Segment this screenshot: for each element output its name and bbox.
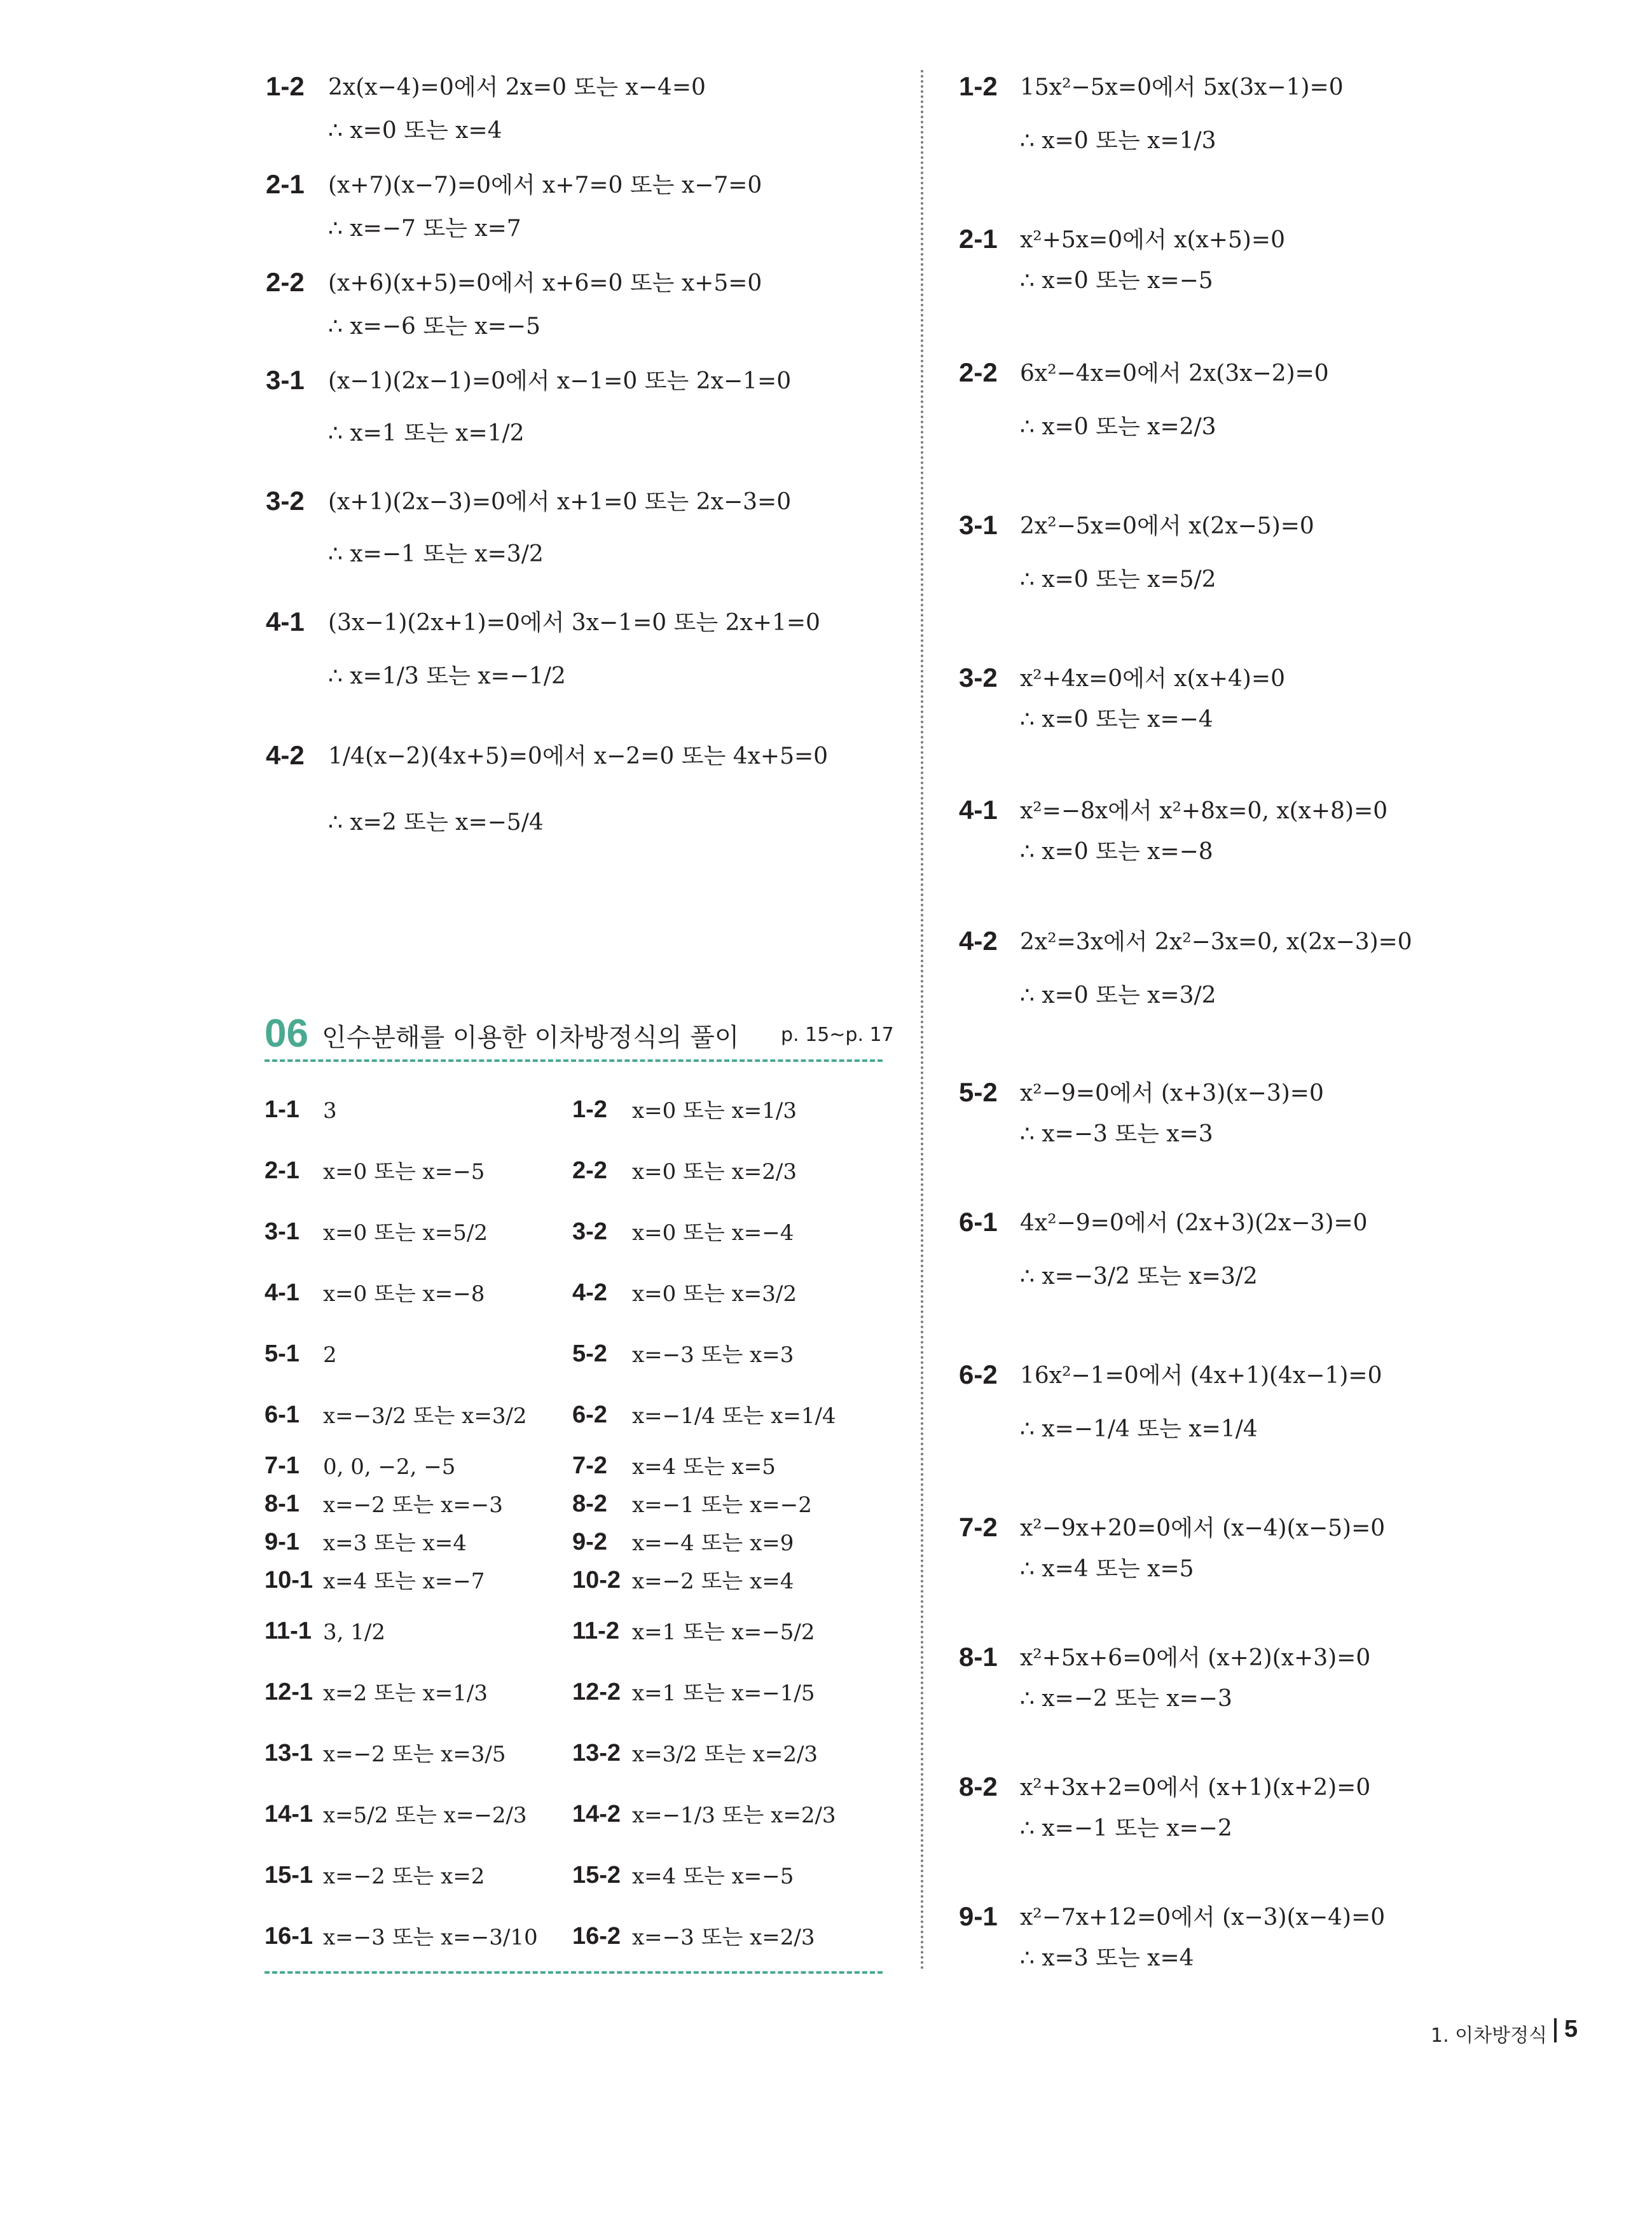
problem-number: 7-2 <box>959 1512 998 1542</box>
problem-number: 1-2 <box>266 71 305 101</box>
answer-number: 14-2 <box>572 1801 621 1827</box>
solution-line: x²+5x=0에서 x(x+5)=0 <box>1020 227 1286 253</box>
answer-number: 12-1 <box>265 1679 313 1705</box>
solution-line: x²+5x+6=0에서 (x+2)(x+3)=0 <box>1020 1645 1371 1671</box>
answer-number: 16-2 <box>572 1923 621 1950</box>
problem-number: 4-1 <box>266 607 305 637</box>
answer-number: 13-2 <box>572 1740 621 1766</box>
answer-number: 12-2 <box>572 1679 621 1705</box>
solution-line: x²−7x+12=0에서 (x−3)(x−4)=0 <box>1020 1904 1386 1931</box>
answer-value: x=0 또는 x=−5 <box>323 1159 485 1185</box>
solution-result: ∴ x=−3/2 또는 x=3/2 <box>1020 1263 1258 1290</box>
answer-value: x=5/2 또는 x=−2/3 <box>323 1803 527 1828</box>
problem-number: 3-2 <box>266 486 305 516</box>
solution-line: 2x²−5x=0에서 x(2x−5)=0 <box>1020 513 1314 539</box>
answer-value: x=1 또는 x=−5/2 <box>632 1620 815 1645</box>
answer-value: x=−1 또는 x=−2 <box>632 1492 812 1518</box>
solution-result: ∴ x=1/3 또는 x=−1/2 <box>328 663 566 689</box>
problem-number: 2-1 <box>266 169 305 199</box>
solution-result: ∴ x=0 또는 x=2/3 <box>1020 414 1216 440</box>
problem-number: 9-1 <box>959 1901 998 1931</box>
answer-number: 16-1 <box>265 1923 313 1950</box>
answer-number: 7-2 <box>572 1452 607 1479</box>
section-bottom-rule <box>265 1971 883 1974</box>
answer-value: x=−2 또는 x=2 <box>323 1864 485 1889</box>
solution-result: ∴ x=4 또는 x=5 <box>1020 1556 1194 1582</box>
problem-number: 1-2 <box>959 71 998 101</box>
answer-number: 11-1 <box>265 1618 312 1644</box>
solution-result: ∴ x=3 또는 x=4 <box>1020 1945 1194 1971</box>
section-title: 인수분해를 이용한 이차방정식의 풀이 <box>322 1023 740 1052</box>
solution-result: ∴ x=0 또는 x=3/2 <box>1020 982 1216 1008</box>
solution-line: (x+6)(x+5)=0에서 x+6=0 또는 x+5=0 <box>328 270 762 296</box>
solution-result: ∴ x=−6 또는 x=−5 <box>328 313 540 340</box>
solution-result: ∴ x=−3 또는 x=3 <box>1020 1121 1213 1147</box>
answer-value: x=2 또는 x=1/3 <box>323 1681 488 1706</box>
answer-value: x=−2 또는 x=−3 <box>323 1492 503 1518</box>
solution-result: ∴ x=0 또는 x=−4 <box>1020 706 1213 733</box>
answer-value: x=−2 또는 x=3/5 <box>323 1742 506 1767</box>
answer-value: x=−1/4 또는 x=1/4 <box>632 1403 836 1429</box>
problem-number: 5-2 <box>959 1077 998 1107</box>
solution-line: x²−9x+20=0에서 (x−4)(x−5)=0 <box>1020 1515 1386 1541</box>
answer-number: 3-2 <box>572 1218 607 1245</box>
solution-result: ∴ x=0 또는 x=−5 <box>1020 268 1213 294</box>
column-divider <box>921 70 923 1971</box>
problem-number: 8-2 <box>959 1772 998 1801</box>
answer-number: 8-1 <box>265 1490 299 1517</box>
solution-line: 1/4(x−2)(4x+5)=0에서 x−2=0 또는 4x+5=0 <box>328 743 829 769</box>
footer-separator <box>1554 2018 1557 2042</box>
problem-number: 2-1 <box>959 224 998 254</box>
page-number: 5 <box>1564 2016 1578 2042</box>
answer-number: 7-1 <box>265 1452 299 1479</box>
answer-value: x=−3 또는 x=2/3 <box>632 1925 815 1950</box>
answer-value: x=−2 또는 x=4 <box>632 1569 794 1594</box>
solution-line: (x−1)(2x−1)=0에서 x−1=0 또는 2x−1=0 <box>328 368 792 394</box>
answer-number: 6-2 <box>572 1401 607 1428</box>
answer-number: 1-1 <box>265 1096 299 1123</box>
problem-number: 3-2 <box>959 663 998 692</box>
answer-number: 13-1 <box>265 1740 313 1766</box>
answer-value: x=0 또는 x=−4 <box>632 1220 794 1246</box>
answer-value: 3, 1/2 <box>323 1620 385 1645</box>
answer-value: x=−3/2 또는 x=3/2 <box>323 1403 527 1429</box>
answer-number: 5-2 <box>572 1340 607 1367</box>
problem-number: 6-1 <box>959 1207 998 1237</box>
answer-number: 5-1 <box>265 1340 299 1367</box>
chapter-title: 1. 이차방정식 <box>1431 2025 1548 2047</box>
problem-number: 4-2 <box>266 740 305 770</box>
solution-line: 15x²−5x=0에서 5x(3x−1)=0 <box>1020 74 1344 100</box>
answer-number: 10-2 <box>572 1567 621 1593</box>
answer-value: x=−3 또는 x=3 <box>632 1342 794 1368</box>
solution-line: 6x²−4x=0에서 2x(3x−2)=0 <box>1020 361 1329 387</box>
problem-number: 3-1 <box>959 510 998 540</box>
solution-result: ∴ x=1 또는 x=1/2 <box>328 420 525 446</box>
solution-result: ∴ x=−2 또는 x=−3 <box>1020 1686 1232 1712</box>
answer-number: 2-1 <box>265 1157 299 1184</box>
answer-value: x=3/2 또는 x=2/3 <box>632 1742 818 1767</box>
answer-value: x=4 또는 x=5 <box>632 1454 776 1480</box>
answer-number: 6-1 <box>265 1401 299 1428</box>
solution-result: ∴ x=0 또는 x=4 <box>328 118 502 144</box>
answer-number: 15-1 <box>265 1862 313 1889</box>
solution-line: x²=−8x에서 x²+8x=0, x(x+8)=0 <box>1020 798 1388 824</box>
problem-number: 6-2 <box>959 1359 998 1389</box>
answer-value: x=−1/3 또는 x=2/3 <box>632 1803 836 1828</box>
section-number: 06 <box>265 1012 308 1056</box>
answer-value: x=−4 또는 x=9 <box>632 1531 794 1556</box>
problem-number: 8-1 <box>959 1642 998 1672</box>
solution-line: (x+1)(2x−3)=0에서 x+1=0 또는 2x−3=0 <box>328 489 792 515</box>
answer-value: x=1 또는 x=−1/5 <box>632 1681 815 1706</box>
solution-result: ∴ x=−1 또는 x=−2 <box>1020 1815 1232 1841</box>
answer-value: x=0 또는 x=3/2 <box>632 1281 797 1307</box>
answer-number: 14-1 <box>265 1801 313 1827</box>
answer-number: 15-2 <box>572 1862 621 1889</box>
answer-number: 11-2 <box>572 1618 619 1644</box>
answer-number: 3-1 <box>265 1218 299 1245</box>
solution-line: 2x²=3x에서 2x²−3x=0, x(2x−3)=0 <box>1020 929 1412 955</box>
answer-number: 9-2 <box>572 1529 607 1555</box>
answer-value: x=4 또는 x=−5 <box>632 1864 794 1889</box>
solution-result: ∴ x=0 또는 x=5/2 <box>1020 567 1216 593</box>
section-pages: p. 15~p. 17 <box>781 1024 894 1046</box>
solution-line: x²+3x+2=0에서 (x+1)(x+2)=0 <box>1020 1775 1371 1801</box>
answer-value: x=0 또는 x=5/2 <box>323 1220 488 1246</box>
solution-result: ∴ x=0 또는 x=−8 <box>1020 839 1213 865</box>
answer-value: x=0 또는 x=1/3 <box>632 1098 797 1124</box>
answer-value: 3 <box>323 1098 337 1124</box>
answer-value: 0, 0, −2, −5 <box>323 1454 456 1480</box>
answer-number: 4-1 <box>265 1279 299 1306</box>
answer-value: x=0 또는 x=2/3 <box>632 1159 797 1185</box>
answer-value: x=3 또는 x=4 <box>323 1531 467 1556</box>
answer-number: 4-2 <box>572 1279 607 1306</box>
answer-value: x=4 또는 x=−7 <box>323 1569 485 1594</box>
solution-line: (3x−1)(2x+1)=0에서 3x−1=0 또는 2x+1=0 <box>328 610 820 636</box>
solution-result: ∴ x=−7 또는 x=7 <box>328 216 521 242</box>
answer-number: 2-2 <box>572 1157 607 1184</box>
answer-value: x=0 또는 x=−8 <box>323 1281 485 1307</box>
problem-number: 4-2 <box>959 926 998 956</box>
solution-line: x²+4x=0에서 x(x+4)=0 <box>1020 666 1286 692</box>
answer-number: 8-2 <box>572 1490 607 1517</box>
problem-number: 2-2 <box>959 357 998 387</box>
solution-result: ∴ x=−1/4 또는 x=1/4 <box>1020 1416 1258 1442</box>
problem-number: 3-1 <box>266 365 305 395</box>
solution-line: 4x²−9=0에서 (2x+3)(2x−3)=0 <box>1020 1210 1368 1236</box>
solution-line: 2x(x−4)=0에서 2x=0 또는 x−4=0 <box>328 74 706 100</box>
solution-line: 16x²−1=0에서 (4x+1)(4x−1)=0 <box>1020 1363 1382 1389</box>
problem-number: 2-2 <box>266 267 305 297</box>
answer-value: x=−3 또는 x=−3/10 <box>323 1925 538 1950</box>
solution-line: x²−9=0에서 (x+3)(x−3)=0 <box>1020 1080 1324 1106</box>
answer-number: 10-1 <box>265 1567 313 1593</box>
answer-value: 2 <box>323 1342 337 1368</box>
solution-result: ∴ x=0 또는 x=1/3 <box>1020 128 1216 154</box>
problem-number: 4-1 <box>959 795 998 825</box>
section-top-rule <box>265 1059 883 1062</box>
solution-result: ∴ x=2 또는 x=−5/4 <box>328 809 544 836</box>
solution-result: ∴ x=−1 또는 x=3/2 <box>328 541 544 567</box>
answer-number: 1-2 <box>572 1096 607 1123</box>
answer-number: 9-1 <box>265 1529 299 1555</box>
solution-line: (x+7)(x−7)=0에서 x+7=0 또는 x−7=0 <box>328 172 762 198</box>
